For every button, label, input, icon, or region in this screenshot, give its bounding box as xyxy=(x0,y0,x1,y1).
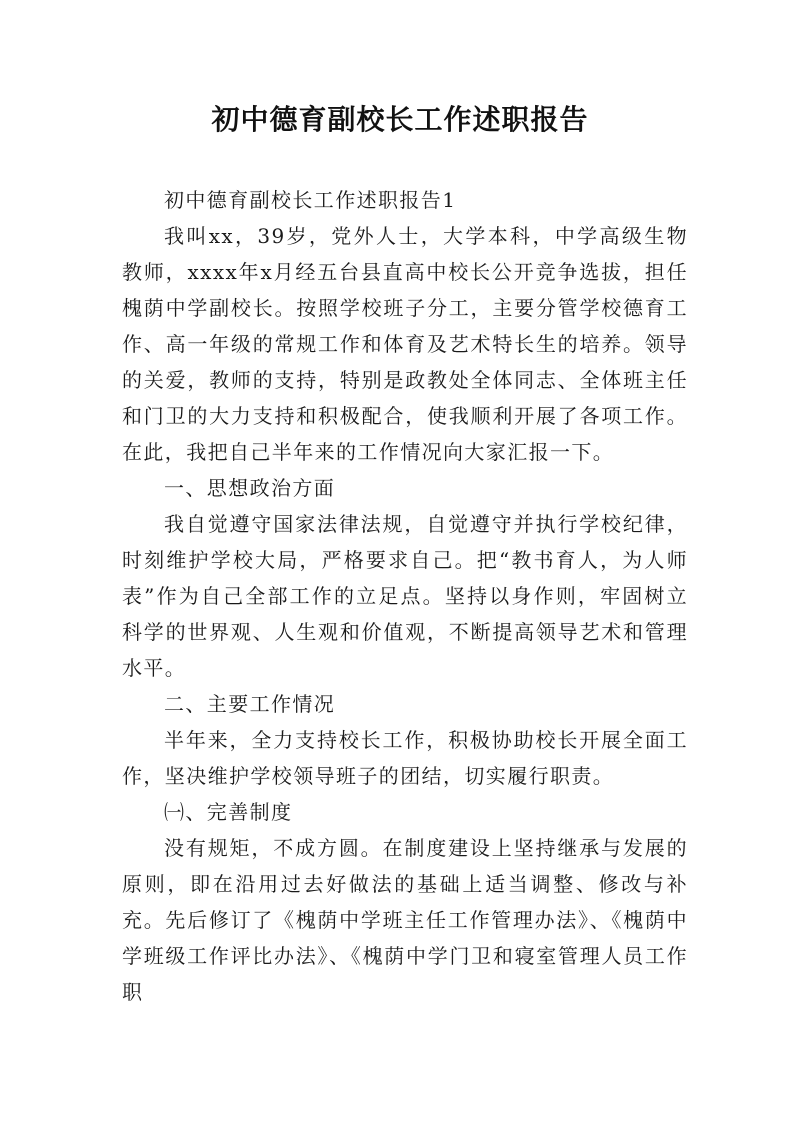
paragraph-work-summary: 半年来，全力支持校长工作，积极协助校长开展全面工作，坚决维护学校领导班子的团结，切实履行职责。 xyxy=(122,728,688,788)
subsection-heading-1: ㈠、完善制度 xyxy=(164,800,293,824)
report-subtitle: 初中德育副校长工作述职报告1 xyxy=(164,188,457,212)
paragraph-intro: 我叫xx，39岁，党外人士，大学本科，中学高级生物教师，xxxx年x月经五台县直高中校长公开竞争选拔，担任槐荫中学副校长。按照学校班子分工，主要分管学校德育工作、高一年级的常规工作和体育及艺术特长生的培养。领导的关爱，教师的支持，特别是政教处全体同志、全体班主任和门卫的大力支持和积极配合，使我顺利开展了各项工作。在此，我把自己半年来的工作情况向大家汇报一下。 xyxy=(122,224,688,464)
paragraph-politics: 我自觉遵守国家法律法规，自觉遵守并执行学校纪律，时刻维护学校大局，严格要求自己。把“教书育人，为人师表”作为自己全部工作的立足点。坚持以身作则，牢固树立科学的世界观、人生观和价值观，不断提高领导艺术和管理水平。 xyxy=(122,512,688,680)
document-body xyxy=(122,182,688,1010)
section-heading-2: 二、主要工作情况 xyxy=(164,692,336,716)
paragraph-regulations: 没有规矩，不成方圆。在制度建设上坚持继承与发展的原则，即在沿用过去好做法的基础上适当调整、修改与补充。先后修订了《槐荫中学班主任工作管理办法》、《槐荫中学班级工作评比办法》、《槐荫中学门卫和寝室管理人员工作职 xyxy=(122,836,688,1004)
section-heading-1: 一、思想政治方面 xyxy=(164,476,336,500)
document-title: 初中德育副校长工作述职报告 xyxy=(211,103,589,136)
